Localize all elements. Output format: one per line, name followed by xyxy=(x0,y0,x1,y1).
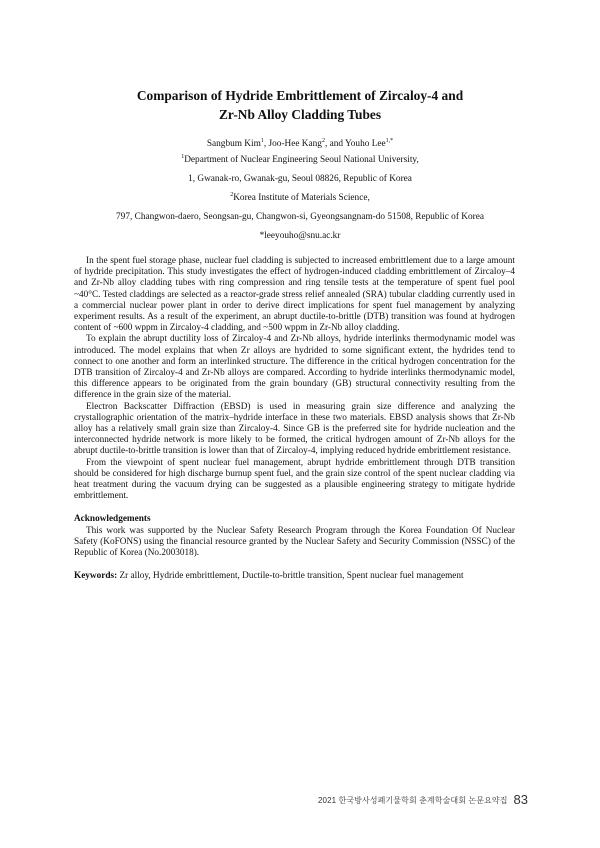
abstract-paragraph-2: To explain the abrupt ductility loss of Zircaloy-4 and Zr-Nb alloys, hydride interlinks thermodynamic model was introduced. The model explains that when Zr alloys are hydrided to some significant extent, the hydrides tend to connect to one another and form an interlinked structure. The difference in the critical hydrogen concentration for the DTB transition of Zircaloy-4 and Zr-Nb alloys are compared. According to hydride interlinks thermodynamic model, this difference appears to be originated from the grain boundary (GB) structural connectivity resulting from the difference in the grain size of the material. xyxy=(74,334,515,401)
page-footer xyxy=(318,790,528,808)
page-number: 83 xyxy=(513,792,528,807)
acknowledgements-text: This work was supported by the Nuclear Safety Research Program through the Korea Foundation Of Nuclear Safety (KoFONS) using the financial resource granted by the Nuclear Safety and Security Commission (NSSC) of the Republic of Korea (No.2003018). xyxy=(74,525,515,559)
affiliation-1-name: Department of Nuclear Engineering Seoul National University, xyxy=(184,155,419,165)
author-3: , and Youho Lee xyxy=(324,139,386,149)
abstract-paragraph-1: In the spent fuel storage phase, nuclear fuel cladding is subjected to increased embrittlement due to a large amount of hydride precipitation. This study investigates the effect of hydrogen-induced cladding embrittlement of Zircaloy–4 and Zr-Nb alloy cladding tubes with ring compression and ring tensile tests at the temperature of spent fuel pool ~40°C. Tested claddings are selected as a reactor-grade stress relief annealed (SRA) tubular cladding currently used in a commercial nuclear power plant in order to derive direct implications for spent fuel management by analyzing experiment results. As a result of the experiment, an abrupt ductile-to-brittle (DTB) transition was found at hydrogen content of ~600 wppm in Zircaloy-4 cladding, and ~500 wppm in Zr-Nb alloy cladding. xyxy=(74,256,515,334)
author-line xyxy=(30,138,570,150)
affiliation-2-line-1 xyxy=(30,192,570,204)
author-1: Sangbum Kim xyxy=(206,139,261,149)
keywords-line xyxy=(74,571,515,582)
affiliation-2-marker: 2 xyxy=(230,191,234,198)
abstract-body xyxy=(74,256,515,582)
abstract-paragraph-4: From the viewpoint of spent nuclear fuel management, abrupt hydride embrittlement through DTB transition should be considered for high discharge burnup spent fuel, and the grain size control of the spent nuclear cladding via heat treatment during the vacuum drying can be suggested as a plausible engineering strategy to mitigate hydride embrittlement. xyxy=(74,457,515,502)
author-2: , Joo-Hee Kang xyxy=(263,139,322,149)
affiliation-2-address: 797, Changwon-daero, Seongsan-gu, Changwon-si, Gyeongsangnam-do 51508, Republic of Korea xyxy=(116,212,484,222)
acknowledgements-heading: Acknowledgements xyxy=(74,514,151,525)
affiliation-1-marker: 1 xyxy=(181,153,185,160)
title-line-1: Comparison of Hydride Embrittlement of Zircaloy-4 and xyxy=(136,88,464,103)
abstract-paragraph-3: Electron Backscatter Diffraction (EBSD) is used in measuring grain size difference and analyzing the crystallographic orientation of the matrix–hydride interface in these two materials. EBSD analysis shows that Zr-Nb alloy has a relatively small grain size than Zircaloy-4. Since GB is the preferred site for hydride nucleation and the interconnected hydride network is more likely to be formed, the critical hydrogen amount of Zr-Nb alloys for the abrupt ductile-to-brittle transition is lower than that of Zircaloy-4, implying reduced hydride embrittlement resistance. xyxy=(74,401,515,457)
affiliation-1-address: 1, Gwanak-ro, Gwanak-gu, Seoul 08826, Republic of Korea xyxy=(188,174,412,184)
author-1-affil: 1 xyxy=(260,137,264,144)
author-2-affil: 2 xyxy=(321,137,325,144)
keywords-list: Zr alloy, Hydride embrittlement, Ductile-to-brittle transition, Spent nuclear fuel management xyxy=(117,571,464,582)
affiliation-1-line-1 xyxy=(30,154,570,166)
author-3-affil: 1,* xyxy=(385,137,394,144)
title-line-2: Zr-Nb Alloy Cladding Tubes xyxy=(218,107,382,122)
keywords-label: Keywords: xyxy=(74,571,118,582)
footer-proceedings-title: 2021 한국방사성폐기물학회 춘계학술대회 논문요약집 xyxy=(317,796,508,805)
corresponding-email: *leeyouho@snu.ac.kr xyxy=(259,231,341,241)
paper-title xyxy=(60,86,540,124)
affiliation-2-name: Korea Institute of Materials Science, xyxy=(233,193,370,203)
